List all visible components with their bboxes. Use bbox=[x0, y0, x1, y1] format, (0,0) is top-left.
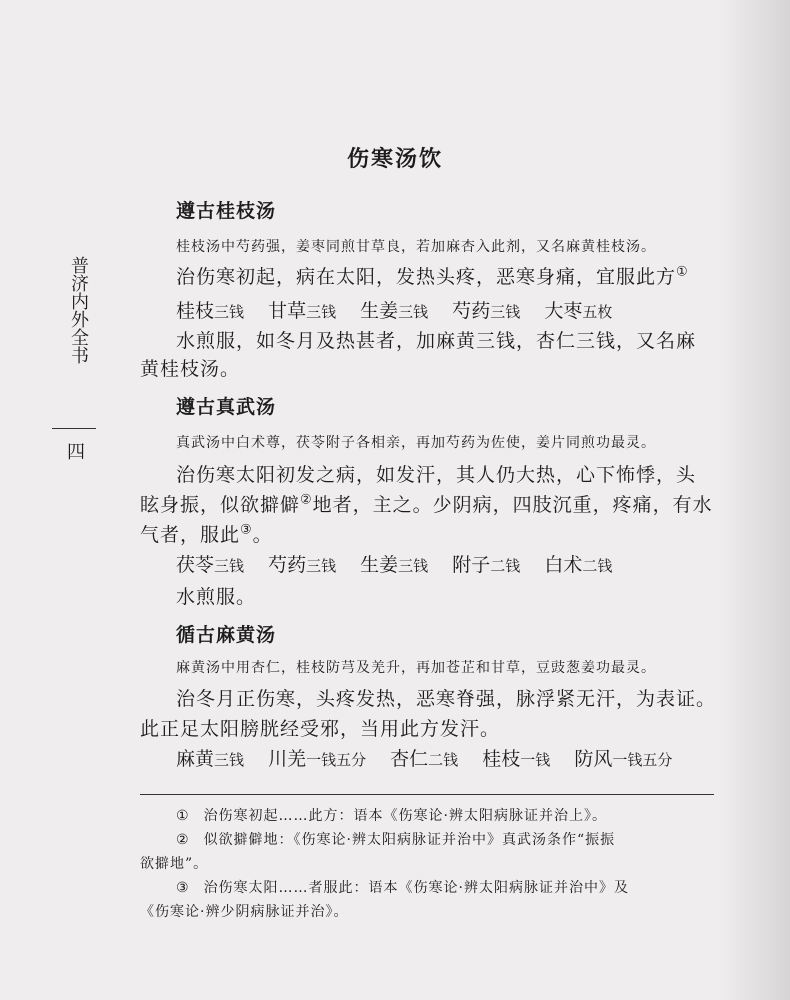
side-divider bbox=[52, 428, 96, 429]
ingredient bbox=[176, 748, 244, 770]
ingredient bbox=[544, 300, 612, 322]
ingredient-amount: 三钱 bbox=[306, 303, 337, 321]
ingredient-amount: 三钱 bbox=[214, 303, 245, 321]
ingredient bbox=[544, 554, 612, 576]
ingredient bbox=[360, 554, 428, 576]
section-heading-zhenwu: 遵古真武汤 bbox=[176, 396, 277, 418]
ingredient-amount: 五枚 bbox=[582, 303, 613, 321]
footnote-ref-2[interactable]: ② bbox=[300, 492, 313, 508]
ingredient bbox=[452, 300, 520, 322]
ingredient-amount: 一钱五分 bbox=[612, 751, 673, 769]
ingredient-amount: 二钱 bbox=[490, 557, 521, 575]
body-text: 地者，主之。少阴病，四肢沉重，疼痛，有水 bbox=[312, 494, 713, 516]
prep-line-zhenwu: 水煎服。 bbox=[176, 586, 257, 608]
section-verse-mahuang: 麻黄汤中用杏仁，桂枝防芎及羌升，再加苍芷和甘草，豆豉葱姜功最灵。 bbox=[176, 660, 656, 676]
ingredient-list-mahuang bbox=[176, 744, 690, 771]
section-body-mahuang-2: 此正足太阳膀胱经受邪，当用此方发汗。 bbox=[140, 718, 501, 740]
ingredient-name: 附子 bbox=[452, 554, 491, 576]
ingredient-name: 芍药 bbox=[268, 554, 307, 576]
section-verse-zhenwu: 真武汤中白术尊，茯苓附子各相亲，再加芍药为佐使，姜片同煎功最灵。 bbox=[176, 435, 656, 451]
ingredient bbox=[452, 554, 520, 576]
footnote-text: 似欲擗僻地：《伤寒论·辨太阳病脉证并治中》真武汤条作“振振 bbox=[203, 832, 616, 848]
ingredient bbox=[390, 748, 458, 770]
ingredient-name: 甘草 bbox=[268, 300, 307, 322]
ingredient-amount: 一钱五分 bbox=[306, 751, 367, 769]
ingredient-amount: 二钱 bbox=[428, 751, 459, 769]
ingredient bbox=[176, 554, 244, 576]
ingredient bbox=[176, 300, 244, 322]
footnote-line bbox=[140, 804, 714, 828]
footnote-ref-1[interactable]: ① bbox=[676, 264, 689, 280]
page-number: 四 bbox=[67, 442, 85, 463]
footnote-mark: ① bbox=[176, 808, 190, 824]
ingredient-name: 桂枝 bbox=[482, 748, 521, 770]
section-body-zhenwu-3 bbox=[140, 520, 680, 547]
ingredient-amount: 一钱 bbox=[520, 751, 551, 769]
section-body-guizhi bbox=[176, 262, 716, 289]
ingredient-name: 桂枝 bbox=[176, 300, 215, 322]
footnote-divider bbox=[140, 794, 714, 795]
ingredient bbox=[360, 300, 428, 322]
ingredient-name: 麻黄 bbox=[176, 748, 215, 770]
section-heading-guizhi: 遵古桂枝汤 bbox=[176, 200, 277, 222]
body-text: 。 bbox=[252, 524, 273, 546]
footnote-mark: ② bbox=[176, 832, 190, 848]
ingredient-amount: 三钱 bbox=[398, 303, 429, 321]
ingredient-name: 大枣 bbox=[544, 300, 583, 322]
ingredient bbox=[482, 748, 550, 770]
ingredient bbox=[268, 554, 336, 576]
footnote-mark: ③ bbox=[176, 880, 190, 896]
page-title: 伤寒汤饮 bbox=[346, 146, 443, 172]
prep-line-guizhi-2: 黄桂枝汤。 bbox=[140, 358, 241, 380]
section-heading-mahuang: 循古麻黄汤 bbox=[176, 624, 277, 646]
ingredient-amount: 三钱 bbox=[306, 557, 337, 575]
footnote-line: 《伤寒论·辨少阴病脉证并治》。 bbox=[140, 904, 349, 920]
ingredient-name: 生姜 bbox=[360, 300, 399, 322]
footnote-line: 欲擗地”。 bbox=[140, 856, 209, 872]
body-text: 气者，服此 bbox=[140, 524, 241, 546]
ingredient-amount: 三钱 bbox=[398, 557, 429, 575]
section-verse-guizhi: 桂枝汤中芍药强，姜枣同煎甘草良，若加麻杏入此剂，又名麻黄桂枝汤。 bbox=[176, 239, 656, 255]
ingredient-amount: 三钱 bbox=[214, 751, 245, 769]
footnote-line bbox=[140, 828, 714, 852]
section-body-zhenwu-2 bbox=[140, 490, 713, 517]
section-body-zhenwu-1: 治伤寒太阳初发之病，如发汗，其人仍大热，心下怖悸，头 bbox=[176, 464, 697, 486]
footnote-line bbox=[140, 876, 714, 900]
ingredient-list-guizhi bbox=[176, 296, 630, 323]
ingredient-amount: 三钱 bbox=[214, 557, 245, 575]
ingredient-name: 生姜 bbox=[360, 554, 399, 576]
section-body-mahuang-1: 治冬月正伤寒，头疼发热，恶寒脊强，脉浮紧无汗，为表证。 bbox=[176, 688, 717, 710]
footnote-2 bbox=[140, 828, 714, 876]
prep-line-guizhi-1: 水煎服，如冬月及热甚者，加麻黄三钱，杏仁三钱，又名麻 bbox=[176, 330, 697, 352]
footnote-ref-3[interactable]: ③ bbox=[240, 522, 253, 538]
ingredient-amount: 二钱 bbox=[582, 557, 613, 575]
ingredient-name: 芍药 bbox=[452, 300, 491, 322]
ingredient bbox=[574, 748, 672, 770]
footnote-3 bbox=[140, 876, 714, 924]
footnote-text: 治伤寒初起……此方：语本《伤寒论·辨太阳病脉证并治上》。 bbox=[203, 808, 608, 824]
ingredient-name: 防风 bbox=[574, 748, 613, 770]
ingredient bbox=[268, 300, 336, 322]
body-text: 眩身振，似欲擗僻 bbox=[140, 494, 301, 516]
ingredient-list-zhenwu bbox=[176, 550, 630, 577]
ingredient bbox=[268, 748, 366, 770]
footnote-text: 治伤寒太阳……者服此：语本《伤寒论·辨太阳病脉证并治中》及 bbox=[203, 880, 630, 896]
ingredient-name: 白术 bbox=[544, 554, 583, 576]
ingredient-name: 茯苓 bbox=[176, 554, 215, 576]
side-book-title bbox=[66, 256, 90, 364]
ingredient-amount: 三钱 bbox=[490, 303, 521, 321]
ingredient-name: 川羌 bbox=[268, 748, 307, 770]
side-book-title-text: 普济内外全书 bbox=[68, 256, 89, 364]
body-text: 治伤寒初起，病在太阳，发热头疼，恶寒身痛，宜服此方 bbox=[176, 266, 677, 288]
footnote-1 bbox=[140, 804, 714, 828]
ingredient-name: 杏仁 bbox=[390, 748, 429, 770]
